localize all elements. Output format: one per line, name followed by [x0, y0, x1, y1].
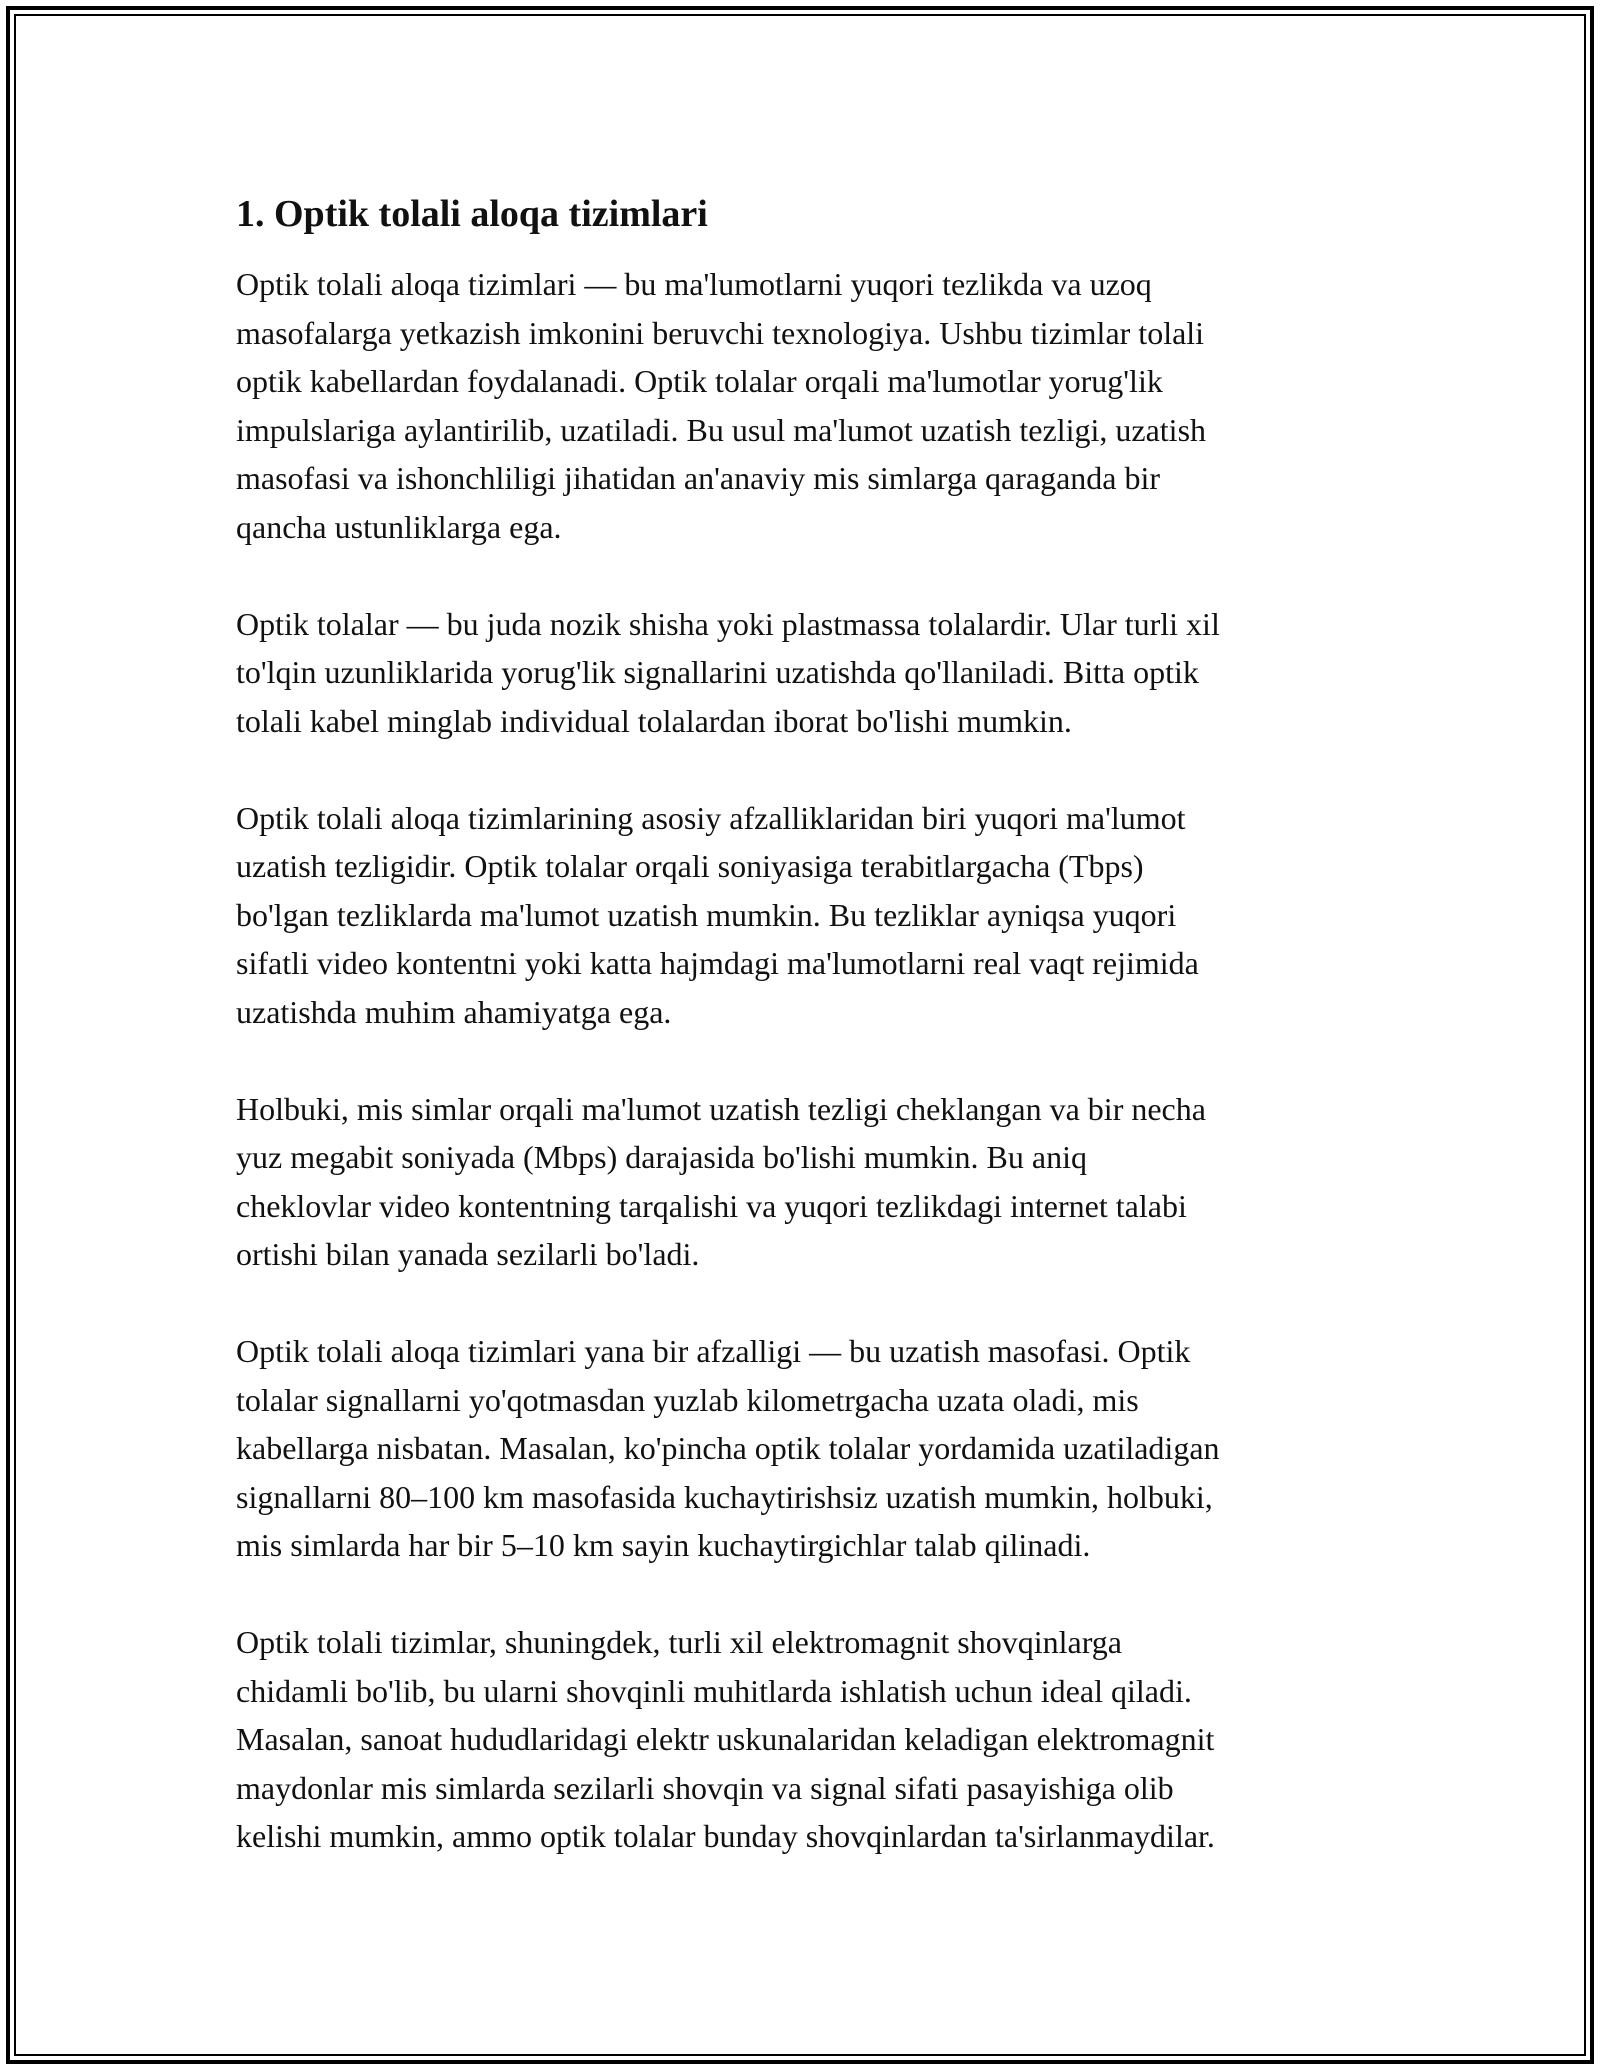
paragraph-6: [236, 1618, 1376, 1861]
paragraph-line: cheklovlar video kontentning tarqalishi va yuqori tezlikdagi internet talabi: [236, 1187, 1187, 1224]
paragraph-line: masofasi va ishonchliligi jihatidan an'anaviy mis simlarga qaraganda bir: [236, 460, 1161, 496]
paragraph-line: uzatish tezligidir. Optik tolalar orqali soniyasiga terabitlargacha (Tbps): [236, 848, 1144, 884]
paragraph-line: signallarni 80–100 km masofasida kuchaytirishsiz uzatish mumkin, holbuki,: [236, 1478, 1213, 1515]
paragraph-list: [236, 260, 1376, 1861]
paragraph-3: [236, 794, 1376, 1037]
paragraph-line: tolali kabel minglab individual tolalardan iborat bo'lishi mumkin.: [236, 702, 1072, 739]
document-body: [236, 186, 1376, 1909]
paragraph-1: [236, 260, 1376, 551]
paragraph-line: masofalarga yetkazish imkonini beruvchi texnologiya. Ushbu tizimlar tolali: [236, 314, 1205, 351]
paragraph-line: yuz megabit soniyada (Mbps) darajasida bo'lishi mumkin. Bu aniq: [236, 1139, 1087, 1175]
paragraph-line: Optik tolali aloqa tizimlarining asosiy afzalliklaridan biri yuqori ma'lumot: [236, 799, 1186, 836]
paragraph-line: Optik tolalar — bu juda nozik shisha yoki plastmassa tolalardir. Ular turli xil: [236, 605, 1220, 642]
paragraph-line: Masalan, sanoat hududlaridagi elektr uskunalaridan keladigan elektromagnit: [236, 1721, 1215, 1757]
paragraph-line: ortishi bilan yanada sezilarli bo'ladi.: [236, 1236, 700, 1272]
paragraph-line: to'lqin uzunliklarida yorug'lik signallarini uzatishda qo'llaniladi. Bitta optik: [236, 654, 1199, 690]
paragraph-line: kelishi mumkin, ammo optik tolalar bunday shovqinlardan ta'sirlanmaydilar.: [236, 1818, 1215, 1854]
paragraph-line: Optik tolali aloqa tizimlari yana bir afzalligi — bu uzatish masofasi. Optik: [236, 1333, 1191, 1369]
paragraph-line: maydonlar mis simlarda sezilarli shovqin va signal sifati pasayishiga olib: [236, 1769, 1174, 1806]
paragraph-line: kabellarga nisbatan. Masalan, ko'pincha optik tolalar yordamida uzatiladigan: [236, 1430, 1220, 1466]
paragraph-4: [236, 1085, 1376, 1279]
paragraph-line: Optik tolali tizimlar, shuningdek, turli xil elektromagnit shovqinlarga: [236, 1624, 1122, 1660]
paragraph-line: bo'lgan tezliklarda ma'lumot uzatish mumkin. Bu tezliklar ayniqsa yuqori: [236, 896, 1177, 933]
paragraph-line: impulslariga aylantirilib, uzatiladi. Bu usul ma'lumot uzatish tezligi, uzatish: [236, 411, 1207, 448]
paragraph-line: tolalar signallarni yo'qotmasdan yuzlab kilometrgacha uzata oladi, mis: [236, 1381, 1139, 1418]
paragraph-line: Holbuki, mis simlar orqali ma'lumot uzatish tezligi cheklangan va bir necha: [236, 1090, 1206, 1127]
paragraph-line: optik kabellardan foydalanadi. Optik tolalar orqali ma'lumotlar yorug'lik: [236, 363, 1163, 399]
paragraph-2: [236, 600, 1376, 746]
paragraph-line: uzatishda muhim ahamiyatga ega.: [236, 993, 672, 1030]
paragraph-line: Optik tolali aloqa tizimlari — bu ma'lumotlarni yuqori tezlikda va uzoq: [236, 266, 1152, 302]
paragraph-line: mis simlarda har bir 5–10 km sayin kuchaytirgichlar talab qilinadi.: [236, 1527, 1091, 1563]
paragraph-line: sifatli video kontentni yoki katta hajmdagi ma'lumotlarni real vaqt rejimida: [236, 945, 1199, 981]
paragraph-line: chidamli bo'lib, bu ularni shovqinli muhitlarda ishlatish uchun ideal qiladi.: [236, 1672, 1192, 1709]
section-heading: 1. Optik tolali aloqa tizimlari: [236, 193, 708, 235]
paragraph-5: [236, 1327, 1376, 1570]
paragraph-line: qancha ustunliklarga ega.: [236, 508, 562, 545]
